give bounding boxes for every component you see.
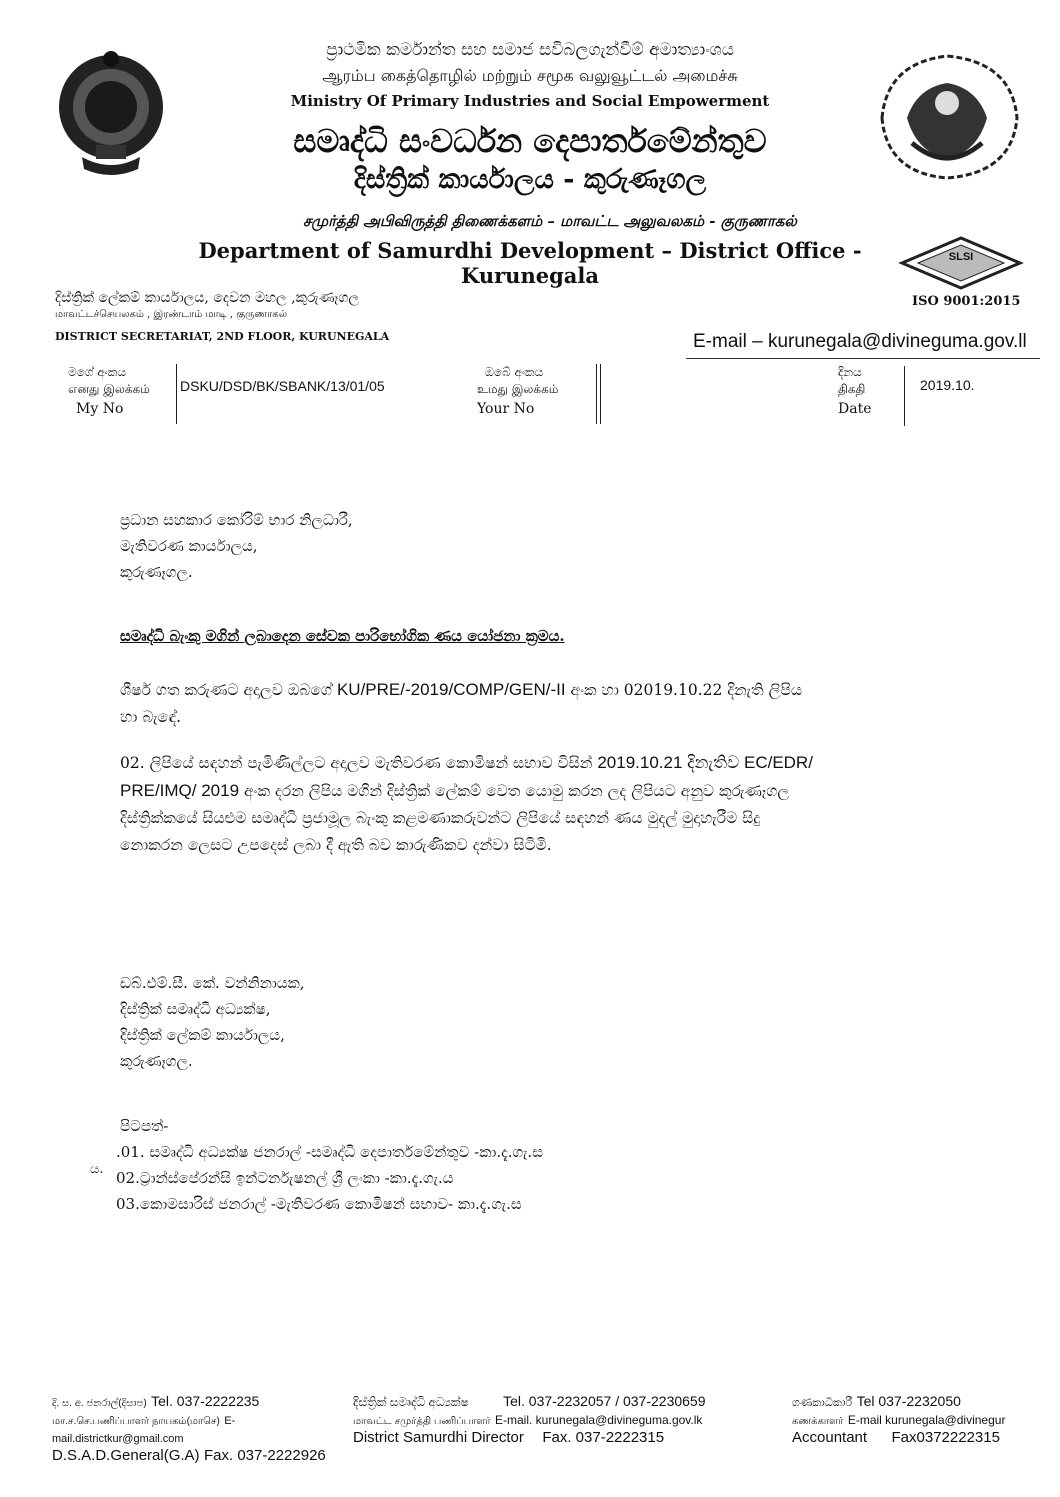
footer-title-si: දි. ස. අ. ජනරාල්(දිසාප) bbox=[52, 1398, 147, 1409]
paragraph-2-line3: දිස්ත්‍රික්කයේ සියළුම සමෘද්ධි ප්‍රජාමූල බැංකු කළමණාකරුවන්ට ලිපියේ සඳහන් ණය මුදල් මුදාහැරීම සිදු bbox=[120, 809, 761, 827]
address-sinhala: දිස්ත්‍රික් ලේකම් කාර්යාලය, දෙවන මහල ,කුරුණෑගල bbox=[55, 290, 360, 306]
bracket bbox=[896, 366, 905, 426]
date-label bbox=[838, 364, 871, 418]
bracket bbox=[168, 364, 177, 424]
department-name-tamil: சமுர்த்தி அபிவிருத்தி திணைக்களம் – மாவட்ட அலுவலகம் - குருணாகல் bbox=[303, 212, 797, 230]
date-label-ta: திகதி bbox=[838, 382, 866, 396]
ministry-name-tamil: ஆரம்ப கைத்தொழில் மற்றும் சமூக வலுவூட்டல் அமைச்சு bbox=[322, 66, 738, 85]
iso-certification: ISO 9001:2015 bbox=[912, 294, 1021, 309]
footer-sub: மாவட்ட சமுர்த்தி பணிப்பாளர் bbox=[353, 1416, 491, 1427]
slsi-certification-logo-icon bbox=[898, 236, 1024, 290]
signature-line: දිස්ත්‍රික් ලේකම් කාර්යාලය, bbox=[120, 1026, 285, 1044]
addressee-line: කුරුණෑගල. bbox=[120, 563, 193, 581]
paragraph-2-line2b: අංක දරන ලිපිය මගින් දිස්ත්‍රික් ලේකම් වෙත යොමු කරන ලද ලිපියට අනුව කුරුණෑගල bbox=[244, 782, 790, 800]
letter-subject: සමෘද්ධි බැංකු මගින් ලබාදෙන සේවක පාරිභෝගික ණය යෝජනා ක්‍රමය. bbox=[120, 627, 565, 645]
paragraph-1-mid: අංක හා 02019.10.22 දිනැති ලිපිය bbox=[570, 681, 803, 699]
footer-tel: Tel. 037-2232057 / 037-2230659 bbox=[503, 1393, 706, 1409]
my-no-label-ta: எனது இலக்கம் bbox=[68, 382, 150, 396]
slsi-text: SLSI bbox=[948, 251, 974, 263]
address-tamil: மாவட்டச்செயலகம் , இரண்டாம் மாடி , குருணாகல் bbox=[55, 309, 288, 320]
footer-fax: Fax0372222315 bbox=[891, 1429, 1000, 1446]
date-label-si: දිනය bbox=[838, 365, 862, 379]
my-no-label bbox=[68, 364, 150, 418]
addressee-line: ප්‍රධාන සහකාර කෝරිම් භාර නිලධාරී, bbox=[120, 511, 353, 529]
copy-item: 02.ට්‍රාන්ස්පේරන්සි ඉන්ටර්නැෂනල් ශ්‍රී ලංකා -කා.දැ.ගැ.ය bbox=[116, 1169, 454, 1187]
your-no-label bbox=[477, 364, 558, 418]
footer-email: E-mail. kurunegala@divineguma.gov.lk bbox=[495, 1413, 703, 1427]
addressee-block bbox=[120, 507, 353, 585]
footer-sub: மா.ச.செ.பணிப்பாளர் நாயகம்(மாசெ) bbox=[52, 1416, 220, 1427]
footer-tel: Tel 037-2232050 bbox=[856, 1393, 961, 1409]
bracket bbox=[588, 364, 597, 424]
date-value: 2019.10. bbox=[920, 377, 975, 393]
department-name-english: Department of Samurdhi Development – District Office - Kurunegala bbox=[198, 238, 862, 288]
copies-list bbox=[116, 1139, 543, 1217]
footer-column-gad bbox=[52, 1393, 352, 1465]
footer-title-en: D.S.A.D.General(G.A) bbox=[52, 1447, 200, 1464]
paragraph-1-line2: හා බැඳේ. bbox=[120, 708, 182, 726]
footer-email: E-mail.districtkur@gmail.com bbox=[52, 1415, 236, 1445]
footer-title-en: Accountant bbox=[792, 1429, 868, 1446]
footer-sub: கணக்காளர் bbox=[792, 1416, 844, 1427]
addressee-line: මැතිවරණ කාර්යාලය, bbox=[120, 537, 258, 555]
footer-tel: Tel. 037-2222235 bbox=[151, 1393, 260, 1409]
signature-block bbox=[120, 970, 305, 1074]
paragraph-1-prefix: ශීර්ෂ ගත කරුණට අදාලව ඔබගේ bbox=[120, 681, 333, 699]
your-no-label-si: ඔබේ අංකය bbox=[485, 365, 544, 379]
footer-title-si: දිස්ත්‍රික් සමෘද්ධි අධ්‍යක්ෂ bbox=[353, 1395, 469, 1409]
signature-line: දිස්ත්‍රික් සමෘද්ධි අධ්‍යක්ෂ, bbox=[120, 1000, 271, 1018]
date-label-en: Date bbox=[838, 401, 872, 417]
footer-column-director bbox=[353, 1393, 773, 1447]
paragraph-1 bbox=[120, 676, 1020, 731]
my-no-label-si: මගේ අංකය bbox=[68, 365, 127, 379]
footer-column-accountant bbox=[792, 1393, 1058, 1447]
signature-line: ඩබ්.එම්.සී. කේ. වන්නිනායක, bbox=[120, 974, 305, 992]
footer-title-si: ගණකාධිකාරී bbox=[792, 1397, 853, 1409]
samurdhi-logo-icon bbox=[862, 48, 1032, 183]
copy-item: 03.කොමසාරිස් ජනරාල් -මැතිවරණ කොමිෂන් සභාව- කා.දැ.ගැ.ස bbox=[116, 1195, 522, 1213]
email-address: E-mail – kurunegala@divineguma.gov.ll bbox=[693, 331, 1027, 352]
ministry-name-english: Ministry Of Primary Industries and Social Empowerment bbox=[290, 92, 770, 110]
paragraph-2-line1b: 2019.10.21 දිනැතිව EC/EDR/ bbox=[597, 753, 813, 772]
copy-item: .01. සමෘද්ධි අධ්‍යක්ෂ ජනරාල් -සමෘද්ධි දෙපාර්තමේන්තුව -කා.දැ.ගැ.ස bbox=[116, 1143, 543, 1161]
my-no-value: DSKU/DSD/BK/SBANK/13/01/05 bbox=[180, 378, 385, 394]
footer-title-en: District Samurdhi Director bbox=[353, 1429, 524, 1446]
paragraph-2-line4: නොකරන ලෙසට උපදෙස් ලබා දී ඇති බව කාරුණිකව දන්වා සිටිමි. bbox=[120, 836, 552, 854]
signature-line: කුරුණෑගල. bbox=[120, 1052, 193, 1070]
my-no-label-en: My No bbox=[76, 401, 124, 417]
address-english: DISTRICT SECRETARIAT, 2ND FLOOR, KURUNEGALA bbox=[55, 330, 390, 343]
paragraph-2-line1a: 02. ලිපියේ සඳහන් පැමිණිල්ලට අදාලව මැතිවරණ කොමිෂන් සභාව විසින් bbox=[120, 754, 593, 772]
your-no-label-ta: உமது இலக்கம் bbox=[477, 382, 559, 396]
margin-mark: ය. bbox=[90, 1162, 104, 1177]
national-emblem-icon bbox=[52, 45, 170, 175]
footer-fax: Fax. 037-2222926 bbox=[204, 1447, 326, 1464]
paragraph-2 bbox=[120, 749, 1020, 859]
paragraph-1-reference: KU/PRE/-2019/COMP/GEN/-II bbox=[336, 680, 566, 699]
department-name-sinhala: සමෘද්ධි සංවර්ධන දෙපාර්තමේන්තුව bbox=[293, 122, 767, 160]
footer-email: E-mail kurunegala@divinegur bbox=[847, 1413, 1006, 1427]
copies-heading: පිටපත්- bbox=[120, 1117, 169, 1135]
paragraph-2-line2a: PRE/IMQ/ 2019 bbox=[120, 781, 240, 800]
ministry-name-sinhala: ප්‍රාථමික කර්මාන්ත සහ සමාජ සවිබලගැන්වීම් අමාත්‍යාංශය bbox=[326, 40, 734, 60]
your-no-label-en: Your No bbox=[477, 401, 535, 417]
bracket bbox=[600, 364, 609, 424]
office-name-sinhala: දිස්ත්‍රික් කාර්යාලය - කුරුණෑගල bbox=[353, 164, 707, 195]
header-divider bbox=[686, 358, 1040, 359]
footer-fax: Fax. 037-2222315 bbox=[542, 1429, 665, 1446]
